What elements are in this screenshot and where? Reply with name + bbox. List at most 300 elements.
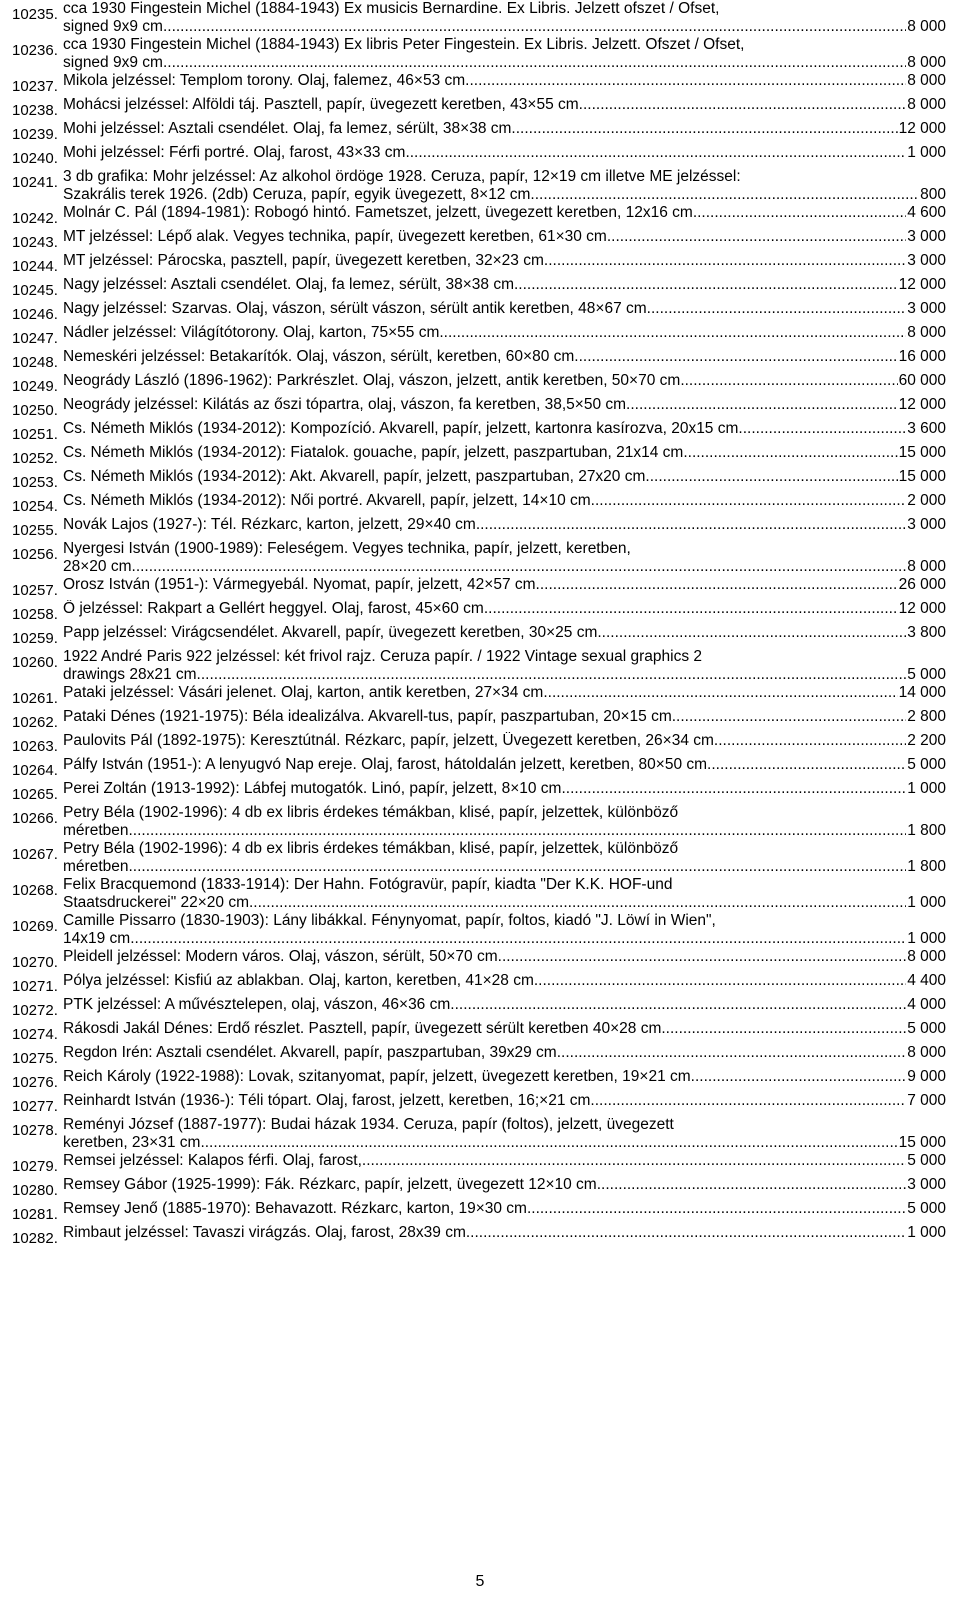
lot-number: 10241. <box>12 174 58 191</box>
description-line: Cs. Németh Miklós (1934-2012): Akt. Akvarell, papír, jelzett, paszpartuban, 27x20 cm <box>63 468 646 485</box>
description-last-line <box>63 18 946 36</box>
catalog-entry <box>12 732 946 756</box>
page-number: 5 <box>475 1573 485 1590</box>
description-last-line <box>63 396 946 414</box>
dot-leader <box>514 276 898 294</box>
description-line: Pataki jelzéssel: Vásári jelenet. Olaj, karton, antik keretben, 27×34 cm <box>63 684 544 701</box>
lot-number: 10277. <box>12 1098 58 1115</box>
description-line: 1922 André Paris 922 jelzéssel: két frivol rajz. Ceruza papír. / 1922 Vintage sexual graphics 2 <box>63 648 703 665</box>
lot-number: 10262. <box>12 714 58 731</box>
description-line: Papp jelzéssel: Virágcsendélet. Akvarell, papír, üvegezett keretben, 30×25 cm <box>63 624 598 641</box>
catalog-entry <box>12 444 946 468</box>
lot-description <box>63 732 946 756</box>
lot-price: 1 000 <box>907 894 946 911</box>
lot-price: 5 000 <box>907 1152 946 1169</box>
dot-leader <box>691 1068 907 1086</box>
lot-price: 1 800 <box>907 858 946 875</box>
catalog-entry <box>12 972 946 996</box>
catalog-entry <box>12 600 946 624</box>
description-last-line <box>63 666 946 684</box>
lot-price: 5 000 <box>907 756 946 773</box>
catalog-entry <box>12 996 946 1020</box>
catalog-entry <box>12 780 946 804</box>
lot-description <box>63 228 946 252</box>
dot-leader <box>661 1020 906 1038</box>
description-line: Reinhardt István (1936-): Téli tópart. Olaj, farost, jelzett, keretben, 16;×21 cm <box>63 1092 591 1109</box>
description-last-line <box>63 858 946 876</box>
catalog-entry <box>12 1200 946 1224</box>
lot-price: 3 000 <box>907 516 946 533</box>
dot-leader <box>249 894 906 912</box>
lot-price: 12 000 <box>898 396 946 413</box>
description-last-line <box>63 516 946 534</box>
lot-price: 3 000 <box>907 252 946 269</box>
description-last-line <box>63 684 946 702</box>
lot-number: 10275. <box>12 1050 58 1067</box>
lot-description <box>63 324 946 348</box>
catalog-list <box>12 0 946 1248</box>
description-line: Petry Béla (1902-1996): 4 db ex libris érdekes témákban, klisé, papír, jelzettek, különböző <box>63 840 679 857</box>
lot-price: 8 000 <box>907 72 946 89</box>
description-line: Nemeskéri jelzéssel: Betakarítók. Olaj, vászon, sérült, keretben, 60×80 cm <box>63 348 575 365</box>
catalog-entry <box>12 804 946 840</box>
lot-price: 1 000 <box>907 780 946 797</box>
description-line: signed 9x9 cm <box>63 18 163 35</box>
lot-number: 10245. <box>12 282 58 299</box>
lot-price: 5 000 <box>907 666 946 683</box>
catalog-entry <box>12 120 946 144</box>
lot-number: 10276. <box>12 1074 58 1091</box>
lot-description <box>63 300 946 324</box>
lot-description <box>63 492 946 516</box>
description-last-line <box>63 1200 946 1218</box>
lot-description <box>63 1092 946 1116</box>
description-last-line <box>63 144 946 162</box>
catalog-entry <box>12 0 946 36</box>
description-last-line <box>63 1152 946 1170</box>
lot-description <box>63 0 946 36</box>
catalog-entry <box>12 1152 946 1176</box>
lot-number: 10261. <box>12 690 58 707</box>
description-last-line <box>63 1224 946 1242</box>
description-line: Neogrády jelzéssel: Kilátás az őszi tópartra, olaj, vászon, fa keretben, 38,5×50 cm <box>63 396 627 413</box>
description-last-line <box>63 756 946 774</box>
catalog-entry <box>12 252 946 276</box>
lot-price: 4 000 <box>907 996 946 1013</box>
lot-number: 10243. <box>12 234 58 251</box>
catalog-entry <box>12 1092 946 1116</box>
dot-leader <box>498 948 907 966</box>
lot-number: 10258. <box>12 606 58 623</box>
lot-description <box>63 912 946 948</box>
dot-leader <box>534 972 906 990</box>
lot-number: 10280. <box>12 1182 58 1199</box>
description-line: Camille Pissarro (1830-1903): Lány libákkal. Fénynyomat, papír, foltos, kiadó "J. Löwí in Wien", <box>63 912 716 929</box>
description-last-line <box>63 972 946 990</box>
description-line: Paulovits Pál (1892-1975): Keresztútnál. Rézkarc, papír, jelzett, Üvegezett keretben, 26×34 cm <box>63 732 714 749</box>
lot-number: 10270. <box>12 954 58 971</box>
lot-number: 10257. <box>12 582 58 599</box>
lot-price: 2 000 <box>907 492 946 509</box>
description-last-line <box>63 558 946 576</box>
lot-number: 10254. <box>12 498 58 515</box>
lot-price: 8 000 <box>907 54 946 71</box>
description-last-line <box>63 252 946 270</box>
description-last-line <box>63 708 946 726</box>
description-last-line <box>63 1092 946 1110</box>
lot-description <box>63 252 946 276</box>
description-line: Pálfy István (1951-): A lenyugvó Nap ereje. Olaj, farost, hátoldalán jelzett, keretben, 80×50 cm <box>63 756 708 773</box>
lot-price: 60 000 <box>898 372 946 389</box>
lot-price: 8 000 <box>907 558 946 575</box>
lot-price: 4 600 <box>907 204 946 221</box>
catalog-entry <box>12 1224 946 1248</box>
catalog-entry <box>12 348 946 372</box>
description-line: Nyergesi István (1900-1989): Feleségem. Vegyes technika, papír, jelzett, keretben, <box>63 540 631 557</box>
description-last-line <box>63 300 946 318</box>
lot-price: 26 000 <box>898 576 946 593</box>
dot-leader <box>439 324 906 342</box>
description-last-line <box>63 492 946 510</box>
description-line: cca 1930 Fingestein Michel (1884-1943) Ex libris Peter Fingestein. Ex Libris. Jelzett. Ofszet / Ofset, <box>63 36 745 53</box>
lot-price: 8 000 <box>907 324 946 341</box>
lot-price: 3 600 <box>907 420 946 437</box>
lot-number: 10240. <box>12 150 58 167</box>
lot-number: 10236. <box>12 42 58 59</box>
lot-number: 10239. <box>12 126 58 143</box>
dot-leader <box>405 144 906 162</box>
dot-leader <box>579 96 907 114</box>
description-last-line <box>63 732 946 750</box>
catalog-entry <box>12 1044 946 1068</box>
dot-leader <box>680 372 897 390</box>
lot-description <box>63 1176 946 1200</box>
lot-number: 10260. <box>12 654 58 671</box>
description-line: Remsei jelzéssel: Kalapos férfi. Olaj, farost, <box>63 1152 362 1169</box>
description-last-line <box>63 204 946 222</box>
lot-number: 10242. <box>12 210 58 227</box>
description-line: Perei Zoltán (1913-1992): Lábfej mutogatók. Linó, papír, jelzett, 8×10 cm <box>63 780 562 797</box>
dot-leader <box>590 1092 906 1110</box>
catalog-entry <box>12 396 946 420</box>
catalog-entry <box>12 96 946 120</box>
dot-leader <box>574 348 897 366</box>
description-last-line <box>63 96 946 114</box>
dot-leader <box>450 996 906 1014</box>
description-line: Pólya jelzéssel: Kisfiú az ablakban. Olaj, karton, keretben, 41×28 cm <box>63 972 534 989</box>
description-last-line <box>63 1020 946 1038</box>
dot-leader <box>714 732 906 750</box>
catalog-entry <box>12 492 946 516</box>
lot-price: 7 000 <box>907 1092 946 1109</box>
description-last-line <box>63 72 946 90</box>
catalog-entry <box>12 756 946 780</box>
lot-price: 9 000 <box>907 1068 946 1085</box>
catalog-entry <box>12 516 946 540</box>
catalog-entry <box>12 372 946 396</box>
lot-number: 10255. <box>12 522 58 539</box>
lot-number: 10264. <box>12 762 58 779</box>
description-line: Nagy jelzéssel: Szarvas. Olaj, vászon, sérült vászon, sérült antik keretben, 48×67 cm <box>63 300 647 317</box>
lot-description <box>63 780 946 804</box>
lot-price: 800 <box>920 186 946 203</box>
lot-number: 10235. <box>12 6 58 23</box>
lot-price: 5 000 <box>907 1200 946 1217</box>
description-last-line <box>63 372 946 390</box>
lot-number: 10250. <box>12 402 58 419</box>
lot-price: 16 000 <box>898 348 946 365</box>
lot-number: 10263. <box>12 738 58 755</box>
lot-price: 8 000 <box>907 1044 946 1061</box>
lot-price: 3 000 <box>907 300 946 317</box>
description-line: Reich Károly (1922-1988): Lovak, szitanyomat, papír, jelzett, üvegezett keretben, 19×21 cm <box>63 1068 691 1085</box>
description-line: Remsey Gábor (1925-1999): Fák. Rézkarc, papír, jelzett, üvegezett 12×10 cm <box>63 1176 597 1193</box>
lot-description <box>63 876 946 912</box>
lot-number: 10272. <box>12 1002 58 1019</box>
lot-description <box>63 684 946 708</box>
lot-description <box>63 1068 946 1092</box>
description-line: signed 9x9 cm <box>63 54 163 71</box>
dot-leader <box>591 492 907 510</box>
dot-leader <box>128 822 906 840</box>
lot-price: 3 800 <box>907 624 946 641</box>
lot-description <box>63 276 946 300</box>
description-last-line <box>63 348 946 366</box>
lot-price: 15 000 <box>898 468 946 485</box>
dot-leader <box>597 1176 906 1194</box>
dot-leader <box>476 516 906 534</box>
dot-leader <box>197 666 907 684</box>
catalog-entry <box>12 624 946 648</box>
lot-description <box>63 144 946 168</box>
dot-leader <box>163 18 906 36</box>
catalog-entry <box>12 144 946 168</box>
lot-number: 10251. <box>12 426 58 443</box>
description-line: méretben <box>63 858 129 875</box>
description-line: cca 1930 Fingestein Michel (1884-1943) Ex musicis Bernardine. Ex Libris. Jelzett ofszet / Ofset, <box>63 0 720 17</box>
lot-number: 10278. <box>12 1122 58 1139</box>
description-line: Szakrális terek 1926. (2db) Ceruza, papír, egyik üvegezett, 8×12 cm <box>63 186 531 203</box>
lot-number: 10282. <box>12 1230 58 1247</box>
catalog-entry <box>12 1116 946 1152</box>
lot-price: 1 800 <box>907 822 946 839</box>
lot-price: 1 000 <box>907 930 946 947</box>
lot-price: 15 000 <box>898 444 946 461</box>
catalog-entry <box>12 876 946 912</box>
lot-price: 14 000 <box>898 684 946 701</box>
description-last-line <box>63 120 946 138</box>
description-line: Regdon Irén: Asztali csendélet. Akvarell, papír, paszpartuban, 39x29 cm <box>63 1044 557 1061</box>
lot-price: 4 400 <box>907 972 946 989</box>
lot-price: 3 000 <box>907 228 946 245</box>
catalog-entry <box>12 540 946 576</box>
description-last-line <box>63 822 946 840</box>
catalog-entry <box>12 204 946 228</box>
description-line: Petry Béla (1902-1996): 4 db ex libris érdekes témákban, klisé, papír, jelzettek, különböző <box>63 804 679 821</box>
description-line: keretben, 23×31 cm <box>63 1134 201 1151</box>
dot-leader <box>645 468 897 486</box>
lot-description <box>63 372 946 396</box>
lot-number: 10274. <box>12 1026 58 1043</box>
catalog-entry <box>12 948 946 972</box>
catalog-entry <box>12 708 946 732</box>
description-line: Pataki Dénes (1921-1975): Béla idealizálva. Akvarell-tus, papír, paszpartuban, 20×15 cm <box>63 708 672 725</box>
dot-leader <box>626 396 898 414</box>
lot-number: 10269. <box>12 918 58 935</box>
catalog-entry <box>12 420 946 444</box>
lot-number: 10248. <box>12 354 58 371</box>
lot-number: 10268. <box>12 882 58 899</box>
catalog-entry <box>12 276 946 300</box>
lot-number: 10266. <box>12 810 58 827</box>
description-last-line <box>63 1134 946 1152</box>
lot-description <box>63 168 946 204</box>
description-line: Molnár C. Pál (1894-1981): Robogó hintó. Fametszet, jelzett, üvegezett keretben, 12x16 cm <box>63 204 693 221</box>
lot-description <box>63 396 946 420</box>
description-last-line <box>63 948 946 966</box>
lot-description <box>63 72 946 96</box>
catalog-entry <box>12 1068 946 1092</box>
description-last-line <box>63 894 946 912</box>
lot-description <box>63 624 946 648</box>
description-last-line <box>63 780 946 798</box>
lot-price: 12 000 <box>898 120 946 137</box>
description-last-line <box>63 576 946 594</box>
lot-number: 10252. <box>12 450 58 467</box>
lot-number: 10253. <box>12 474 58 491</box>
description-line: 3 db grafika: Mohr jelzéssel: Az alkohol ördöge 1928. Ceruza, papír, 12×19 cm illetve ME jelzéssel: <box>63 168 741 185</box>
lot-description <box>63 840 946 876</box>
lot-description <box>63 804 946 840</box>
lot-description <box>63 348 946 372</box>
description-line: Orosz István (1951-): Vármegyebál. Nyomat, papír, jelzett, 42×57 cm <box>63 576 536 593</box>
description-last-line <box>63 1176 946 1194</box>
lot-description <box>63 468 946 492</box>
dot-leader <box>647 300 907 318</box>
lot-number: 10238. <box>12 102 58 119</box>
description-line: drawings 28x21 cm <box>63 666 197 683</box>
lot-price: 2 800 <box>907 708 946 725</box>
lot-description <box>63 1116 946 1152</box>
lot-price: 12 000 <box>898 600 946 617</box>
catalog-entry <box>12 72 946 96</box>
lot-price: 3 000 <box>907 1176 946 1193</box>
dot-leader <box>511 120 897 138</box>
lot-description <box>63 444 946 468</box>
description-line: 14x19 cm <box>63 930 131 947</box>
description-line: Mohi jelzéssel: Férfi portré. Olaj, farost, 43×33 cm <box>63 144 406 161</box>
lot-number: 10237. <box>12 78 58 95</box>
lot-description <box>63 972 946 996</box>
lot-description <box>63 1200 946 1224</box>
description-line: Novák Lajos (1927-): Tél. Rézkarc, karton, jelzett, 29×40 cm <box>63 516 476 533</box>
dot-leader <box>672 708 906 726</box>
description-last-line <box>63 324 946 342</box>
catalog-entry <box>12 300 946 324</box>
dot-leader <box>544 252 906 270</box>
description-line: Rimbaut jelzéssel: Tavaszi virágzás. Olaj, farost, 28x39 cm <box>63 1224 466 1241</box>
lot-description <box>63 948 946 972</box>
description-line: Nádler jelzéssel: Világítótorony. Olaj, karton, 75×55 cm <box>63 324 440 341</box>
description-last-line <box>63 54 946 72</box>
dot-leader <box>543 684 897 702</box>
dot-leader <box>362 1152 906 1170</box>
lot-description <box>63 600 946 624</box>
description-line: Staatsdruckerei" 22×20 cm <box>63 894 249 911</box>
catalog-entry <box>12 684 946 708</box>
lot-number: 10267. <box>12 846 58 863</box>
description-line: Mohácsi jelzéssel: Alföldi táj. Pasztell, papír, üvegezett keretben, 43×55 cm <box>63 96 579 113</box>
description-last-line <box>63 996 946 1014</box>
catalog-entry <box>12 912 946 948</box>
lot-number: 10281. <box>12 1206 58 1223</box>
lot-description <box>63 576 946 600</box>
description-line: Pleidell jelzéssel: Modern város. Olaj, vászon, sérült, 50×70 cm <box>63 948 498 965</box>
lot-number: 10249. <box>12 378 58 395</box>
lot-number: 10265. <box>12 786 58 803</box>
catalog-entry <box>12 840 946 876</box>
description-line: Remsey Jenő (1885-1970): Behavazott. Rézkarc, karton, 19×30 cm <box>63 1200 527 1217</box>
description-line: Cs. Németh Miklós (1934-2012): Fiatalok. gouache, papír, jelzett, paszpartuban, 21x14 cm <box>63 444 684 461</box>
dot-leader <box>557 1044 906 1062</box>
description-last-line <box>63 1044 946 1062</box>
lot-number: 10279. <box>12 1158 58 1175</box>
lot-number: 10244. <box>12 258 58 275</box>
dot-leader <box>466 1224 906 1242</box>
lot-description <box>63 420 946 444</box>
dot-leader <box>738 420 906 438</box>
description-last-line <box>63 228 946 246</box>
lot-description <box>63 96 946 120</box>
description-last-line <box>63 930 946 948</box>
lot-price: 15 000 <box>898 1134 946 1151</box>
dot-leader <box>132 558 907 576</box>
dot-leader <box>128 858 906 876</box>
description-line: méretben <box>63 822 129 839</box>
catalog-entry <box>12 228 946 252</box>
catalog-entry <box>12 468 946 492</box>
lot-description <box>63 540 946 576</box>
description-last-line <box>63 600 946 618</box>
lot-price: 1 000 <box>907 144 946 161</box>
lot-description <box>63 756 946 780</box>
dot-leader <box>130 930 906 948</box>
lot-price: 5 000 <box>907 1020 946 1037</box>
dot-leader <box>597 624 906 642</box>
catalog-entry <box>12 576 946 600</box>
lot-number: 10259. <box>12 630 58 647</box>
description-line: Mohi jelzéssel: Asztali csendélet. Olaj, fa lemez, sérült, 38×38 cm <box>63 120 512 137</box>
catalog-entry <box>12 36 946 72</box>
dot-leader <box>561 780 906 798</box>
lot-description <box>63 648 946 684</box>
lot-price: 12 000 <box>898 276 946 293</box>
description-line: Rákosdi Jakál Dénes: Erdő részlet. Pasztell, papír, üvegezett sérült keretben 40×28 cm <box>63 1020 662 1037</box>
lot-description <box>63 1224 946 1248</box>
lot-price: 2 200 <box>907 732 946 749</box>
lot-number: 10256. <box>12 546 58 563</box>
lot-description <box>63 1044 946 1068</box>
lot-description <box>63 516 946 540</box>
description-last-line <box>63 444 946 462</box>
description-last-line <box>63 276 946 294</box>
description-line: Cs. Németh Miklós (1934-2012): Női portré. Akvarell, papír, jelzett, 14×10 cm <box>63 492 591 509</box>
dot-leader <box>465 72 906 90</box>
dot-leader <box>200 1134 897 1152</box>
description-line: Felix Bracquemond (1833-1914): Der Hahn. Fotógravür, papír, kiadta "Der K.K. HOF-und <box>63 876 673 893</box>
lot-description <box>63 204 946 228</box>
description-line: MT jelzéssel: Párocska, pasztell, papír, üvegezett keretben, 32×23 cm <box>63 252 544 269</box>
